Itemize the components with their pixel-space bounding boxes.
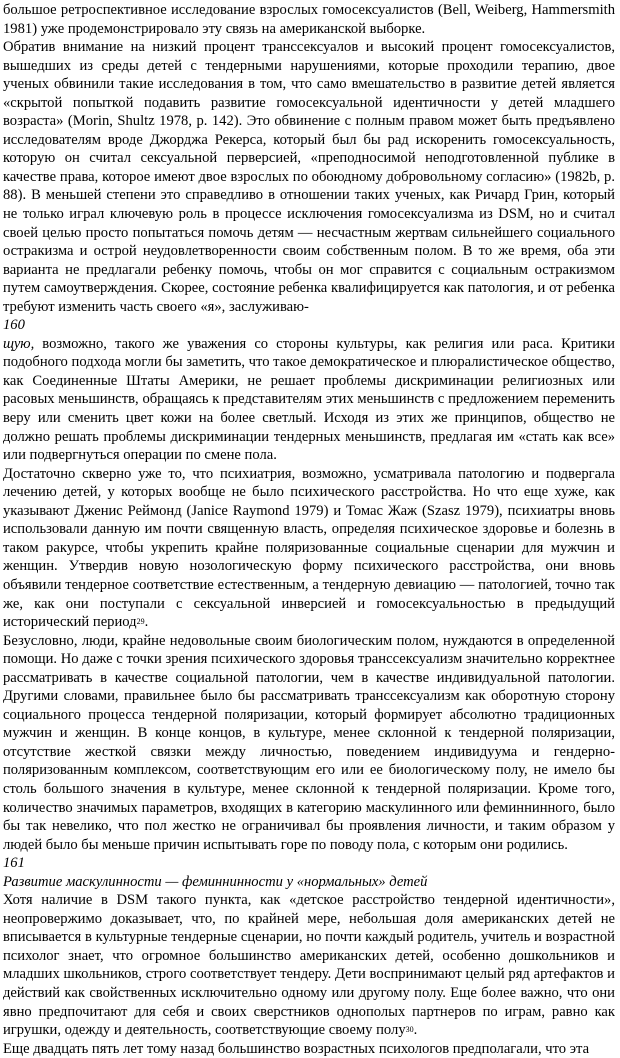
- paragraph-3-text: щую, возможно, такого же уважения со стороны культуры, как религия или раса. Критики подобного подхода могли бы заметить, что такое демократическое и плюралистическое общество, как Соединенные Штаты Америки, не решает проблемы дискриминации религиозных или расовых меньшинств, обращаясь к представителям этих меньшинств с предложением переменить веру или сменить цвет кожи на более светлый. Исходя из этих же принципов, общество не должно решать проблемы дискриминации тендерных меньшинств, предлагая им «стать как все» или подвергнуться операции по смене пола.: [3, 335, 615, 464]
- paragraph-1: большое ретроспективное исследование взрослых гомосексуалистов (Bell, Weiberg, Hammersmith 1981) уже продемонстрировало эту связь на американской выборке.: [3, 2, 615, 37]
- paragraph-4: [3, 465, 615, 632]
- paragraph-4-text: Достаточно скверно уже то, что психиатрия, возможно, усматривала патологию и подвергала лечению детей, у которых вообще не было психического расстройства. Но что еще хуже, как указывают Дженис Реймонд (Janice Raymond 1979) и Томас Жаж (Szasz 1979), психиатры вновь использовали данную им почти священную власть, определяя психическое здоровье и болезнь в таком ракурсе, чтобы укрепить крайне поляризованные социальные сценарии для мужчин и женщин. Утвердив новую нозологическую форму психического расстройства, они вновь объявили тендерное соответствие естественным, а тендерную девиацию — патологией, точно так же, как они поступали с сексуальной инверсией и гомосексуальностью в предыдущий исторический период: [3, 465, 615, 631]
- paragraph-7: Еще двадцать пять лет тому назад большинство возрастных психологов предполагали, что эта: [3, 1040, 590, 1057]
- page-number-161: 161: [3, 855, 25, 872]
- paragraph-6-text: Хотя наличие в DSM такого пункта, как «детское расстройство тендерной идентичности», неопровержимо доказывает, что, по крайней мере, небольшая доля американских детей не вписывается в культурные тендерные сценарии, но почти каждый родитель, учитель и возрастной психолог знает, что огромное большинство американских детей, особенно дошкольников и младших школьников, строго соответствует тендеру. Дети воспринимают целый ряд артефактов и действий как свойственных исключительно одному или другому полу. Еще более важно, что они явно предпочитают для себя и своих сверстников однополых партнеров по играм, равно как игрушки, одежду и деятельность, соответствующие своему полу: [3, 892, 615, 1039]
- paragraph-6: [3, 891, 615, 1039]
- paragraph-4-end: .: [144, 614, 149, 631]
- footnote-ref-29: 29: [136, 617, 145, 627]
- footnote-ref-30: 30: [405, 1025, 414, 1035]
- page-number-160: 160: [3, 317, 25, 334]
- paragraph-6-end: .: [413, 1022, 418, 1039]
- paragraph-3-lead-word: щую,: [3, 335, 35, 352]
- paragraph-5: Безусловно, люди, крайне недовольные своим биологическим полом, нуждаются в определенной помощи. Но даже с точки зрения психического здоровья транссексуализм значительно корректнее рассматривать в качестве социальной патологии, чем в качестве индивидуальной патологии. Другими словами, правильнее было бы рассматривать транссексуализм как оборотную сторону социального процесса тендерной поляризации, который формирует абсолютно традиционных мужчин и женщин. В конце концов, в культуре, менее склонной к тендерной поляризации, отсутствие жесткой связки между личностью, поведением индивидуума и гендерно-поляризованным комплексом, соответствующим его или ее биологическому полу, не имело бы столь большого значения в культуре, менее склонной к тендерной поляризации. Кроме того, количество значимых параметров, входящих в категорию маскулинного или феминнинного, было бы так невелико, что пол жестко не ограничивал бы проявления личности, и таким образом у людей было бы меньше причин испытывать горе по поводу пола, с которым они родились.: [3, 632, 615, 853]
- section-heading: Развитие маскулинности — феминнинности у «нормальных» детей: [3, 873, 428, 890]
- paragraph-2: Обратив внимание на низкий процент транссексуалов и высокий процент гомосексуалистов, вышедших из среды детей с тендерными нарушениями, которые проходили терапию, двое ученых обвинили такие исследования в том, что само вмешательство в развитие детей является «скрытой попыткой подавить развитие гомосексуальной идентичности у детей младшего возраста» (Morin, Shultz 1978, р. 142). Это обвинение с полным правом может быть предъявлено исследователям вроде Джорджа Рекерса, который был бы рад искоренить гомосексуальность, которую он считал сексуальной перверсией, «преподносимой неподготовленной публике в качестве права, которое имеют двое взрослых по обоюдному добровольному согласию» (1982b, р. 88). В меньшей степени это справедливо в отношении таких ученых, как Ричард Грин, который не только играл ключевую роль в процессе исключения гомосексуализма из DSM, но и считал своей целью просто попытаться помочь детям — несчастным жертвам сильнейшего социального остракизма и острой неудовлетворенности своим собственным полом. В то же время, оба эти варианта не предлагали ребенку помочь, чтобы он мог справится с социальным остракизмом путем самоутверждения. Скорее, состояние ребенка квалифицируется как патология, и от ребенка требуют изменить часть своего «я», заслуживаю-: [3, 39, 615, 315]
- paragraph-3: [3, 335, 615, 465]
